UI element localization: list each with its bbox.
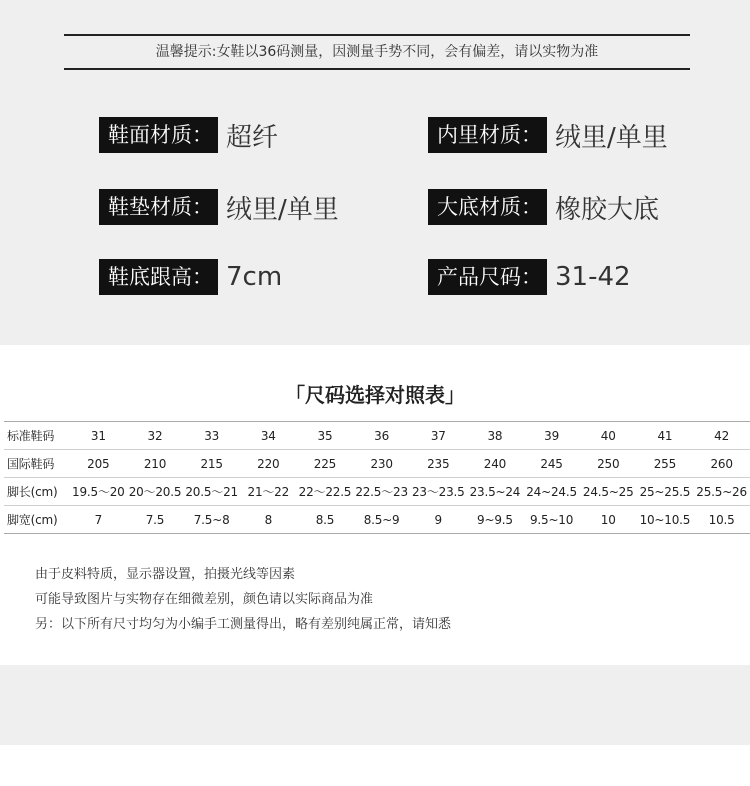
- spec-value: 31-42: [555, 262, 631, 292]
- table-cell: 8.5: [297, 506, 354, 534]
- table-cell: 230: [353, 450, 410, 478]
- table-cell: 22～22.5: [297, 478, 354, 506]
- table-cell: 42: [693, 422, 750, 450]
- table-cell: 41: [637, 422, 694, 450]
- spec-insole-material: [99, 189, 339, 225]
- spec-label: 内里材质：: [428, 117, 547, 153]
- spec-value: 超纤: [226, 122, 279, 153]
- table-cell: 7: [70, 506, 127, 534]
- table-cell: 9: [410, 506, 467, 534]
- table-cell: 8: [240, 506, 297, 534]
- table-cell: 10.5: [693, 506, 750, 534]
- table-cell: 24.5~25: [580, 478, 637, 506]
- spec-label: 鞋垫材质：: [99, 189, 218, 225]
- table-cell: 9~9.5: [467, 506, 524, 534]
- table-cell: 22.5～23: [353, 478, 410, 506]
- table-cell: 245: [523, 450, 580, 478]
- table-row: [4, 450, 750, 478]
- spec-label: 鞋面材质：: [99, 117, 218, 153]
- table-cell: 25.5~26: [693, 478, 750, 506]
- table-cell: 205: [70, 450, 127, 478]
- table-cell: 240: [467, 450, 524, 478]
- table-cell: 10: [580, 506, 637, 534]
- table-cell: 7.5: [127, 506, 184, 534]
- notice-bar: 温馨提示:女鞋以36码测量，因测量手势不同，会有偏差，请以实物为准: [64, 34, 690, 70]
- spec-label: 大底材质：: [428, 189, 547, 225]
- table-cell: 225: [297, 450, 354, 478]
- table-cell: 23～23.5: [410, 478, 467, 506]
- table-cell: 8.5~9: [353, 506, 410, 534]
- note-line: 由于皮料特质，显示器设置，拍摄光线等因素: [35, 567, 296, 582]
- table-cell: 21～22: [240, 478, 297, 506]
- table-cell: 23.5~24: [467, 478, 524, 506]
- table-cell: 220: [240, 450, 297, 478]
- spec-outsole-material: [428, 189, 659, 225]
- table-cell: 250: [580, 450, 637, 478]
- table-cell: 37: [410, 422, 467, 450]
- table-cell: 34: [240, 422, 297, 450]
- spec-value: 7cm: [226, 262, 283, 292]
- spec-lining-material: [428, 117, 668, 153]
- spec-value: 绒里/单里: [226, 194, 339, 225]
- table-cell: 40: [580, 422, 637, 450]
- table-cell: 20～20.5: [127, 478, 184, 506]
- spec-value: 橡胶大底: [555, 194, 660, 225]
- table-cell: 210: [127, 450, 184, 478]
- table-cell: 260: [693, 450, 750, 478]
- row-label: 脚长(cm): [4, 478, 70, 506]
- table-cell: 20.5～21: [183, 478, 240, 506]
- table-cell: 255: [637, 450, 694, 478]
- table-cell: 10~10.5: [637, 506, 694, 534]
- table-cell: 235: [410, 450, 467, 478]
- bottom-panel: [0, 665, 750, 745]
- table-cell: 25~25.5: [637, 478, 694, 506]
- table-cell: 36: [353, 422, 410, 450]
- spec-label: 鞋底跟高：: [99, 259, 218, 295]
- spec-panel: [0, 0, 750, 345]
- row-label: 国际鞋码: [4, 450, 70, 478]
- note-line: 可能导致图片与实物存在细微差别，颜色请以实际商品为准: [35, 592, 374, 607]
- table-cell: 39: [523, 422, 580, 450]
- spec-label: 产品尺码：: [428, 259, 547, 295]
- spec-value: 绒里/单里: [555, 122, 668, 153]
- table-cell: 35: [297, 422, 354, 450]
- size-chart-table: [4, 421, 750, 534]
- table-cell: 24~24.5: [523, 478, 580, 506]
- spec-size-range: [428, 259, 631, 295]
- table-cell: 7.5~8: [183, 506, 240, 534]
- table-cell: 32: [127, 422, 184, 450]
- table-cell: 19.5～20: [70, 478, 127, 506]
- table-row: [4, 506, 750, 534]
- row-label: 脚宽(cm): [4, 506, 70, 534]
- table-cell: 38: [467, 422, 524, 450]
- row-label: 标准鞋码: [4, 422, 70, 450]
- table-cell: 9.5~10: [523, 506, 580, 534]
- spec-heel-height: [99, 259, 282, 295]
- table-cell: 215: [183, 450, 240, 478]
- table-row: [4, 478, 750, 506]
- table-row: [4, 422, 750, 450]
- spec-upper-material: [99, 117, 278, 153]
- size-table-title: 「尺码选择对照表」: [285, 383, 465, 407]
- note-line: 另：以下所有尺寸均匀为小编手工测量得出，略有差别纯属正常，请知悉: [35, 617, 452, 632]
- table-cell: 33: [183, 422, 240, 450]
- table-cell: 31: [70, 422, 127, 450]
- notes: [35, 562, 451, 637]
